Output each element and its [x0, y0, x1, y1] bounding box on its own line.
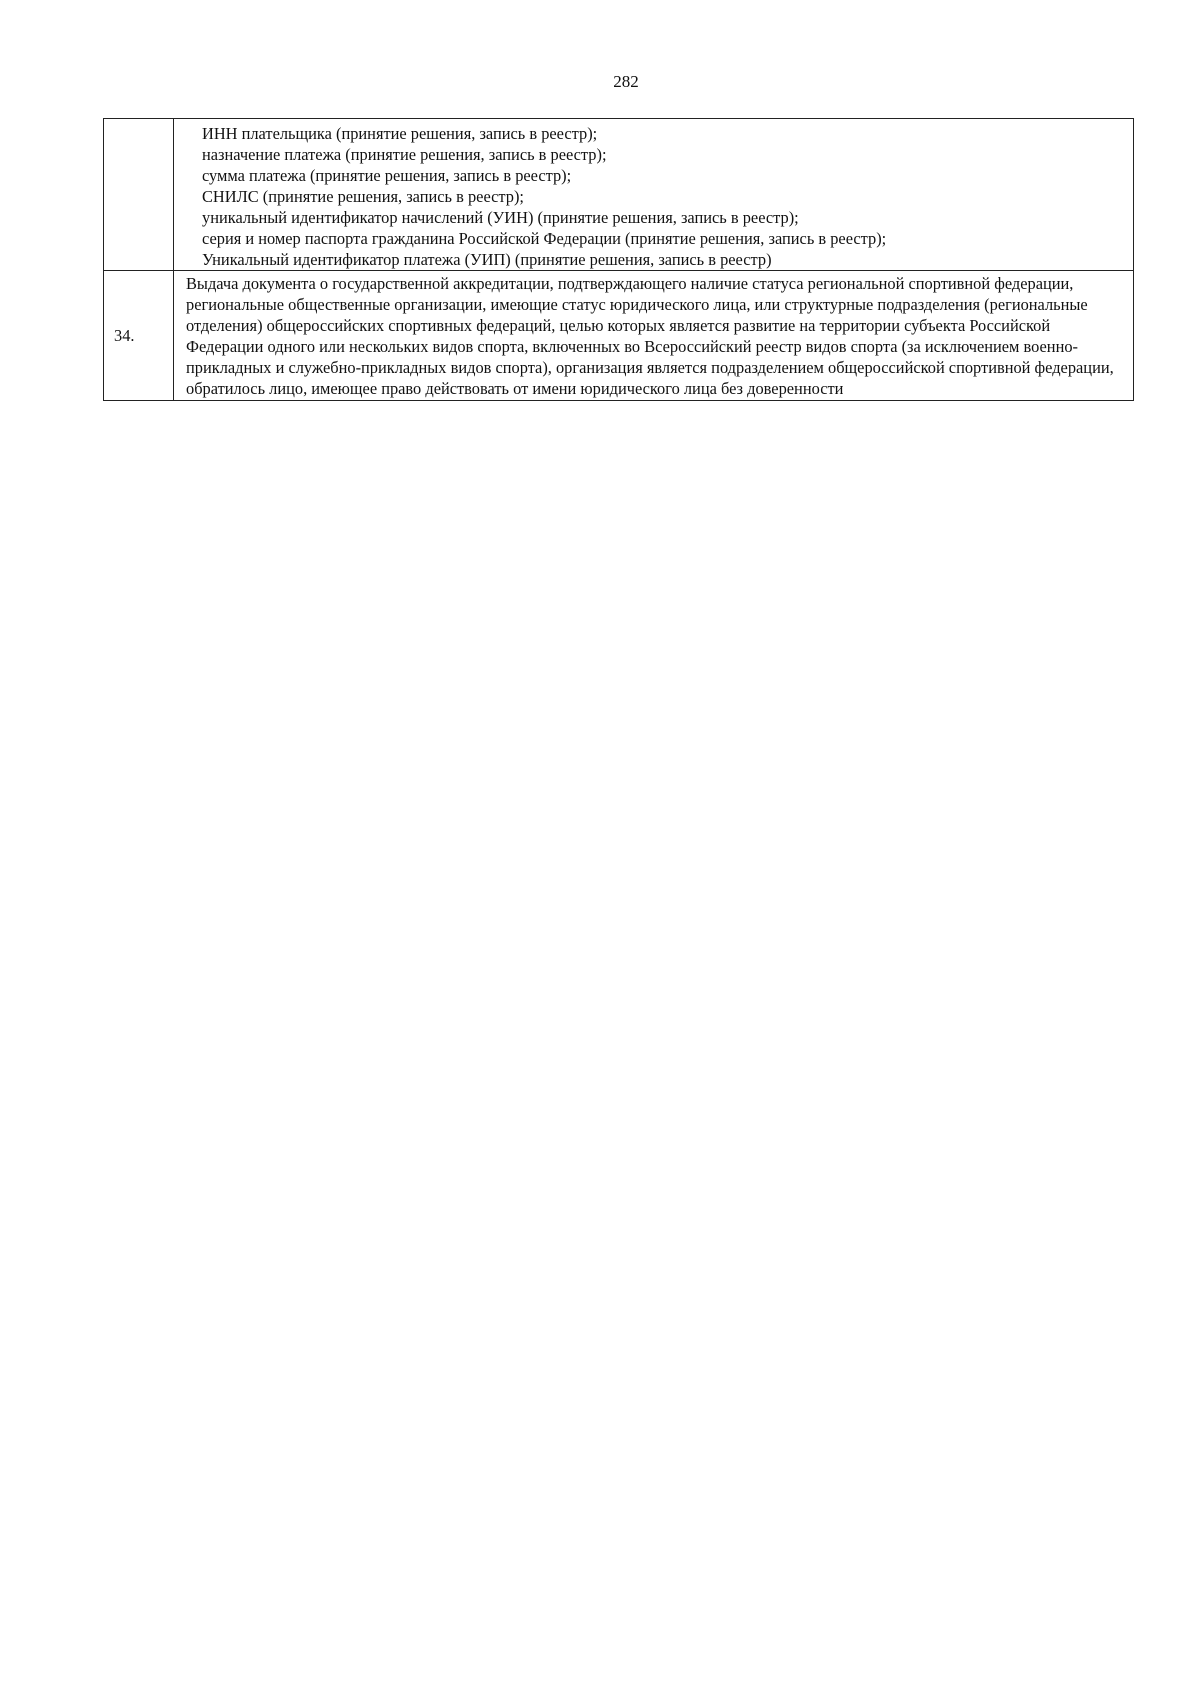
- data-field-line: уникальный идентификатор начислений (УИН) (принятие решения, запись в реестр);: [202, 208, 799, 227]
- service-description: Выдача документа о государственной аккредитации, подтверждающего наличие статуса региональной спортивной федерации, региональные общественные организации, имеющие статус юридического лица, или структурные подразделения (региональные отделения) общероссийских спортивных федераций, целью которых является развитие на территории субъекта Российской Федерации одного или нескольких видов спорта, включенных во Всероссийский реестр видов спорта (за исключением военно-прикладных и служебно-прикладных видов спорта), организация является подразделением общероссийской спортивной федерации, обратилось лицо, имеющее право действовать от имени юридического лица без доверенности: [186, 274, 1114, 398]
- data-field-line: назначение платежа (принятие решения, запись в реестр);: [202, 145, 607, 164]
- data-field-line: ИНН плательщика (принятие решения, запись в реестр);: [202, 124, 598, 143]
- row-number-cell: 34.: [104, 271, 174, 401]
- services-table: [103, 118, 1134, 401]
- data-field-line: СНИЛС (принятие решения, запись в реестр);: [202, 187, 524, 206]
- data-fields-cell: [174, 119, 1134, 271]
- data-field-line: Уникальный идентификатор платежа (УИП) (принятие решения, запись в реестр): [202, 250, 772, 269]
- data-field-line: сумма платежа (принятие решения, запись в реестр);: [202, 166, 572, 185]
- row-number-cell: [104, 119, 174, 271]
- page-number: 282: [613, 72, 639, 91]
- service-description-cell: [174, 271, 1134, 401]
- data-field-line: серия и номер паспорта гражданина Российской Федерации (принятие решения, запись в реестр);: [202, 229, 887, 248]
- table-row: [104, 271, 1134, 401]
- table-row: [104, 119, 1134, 271]
